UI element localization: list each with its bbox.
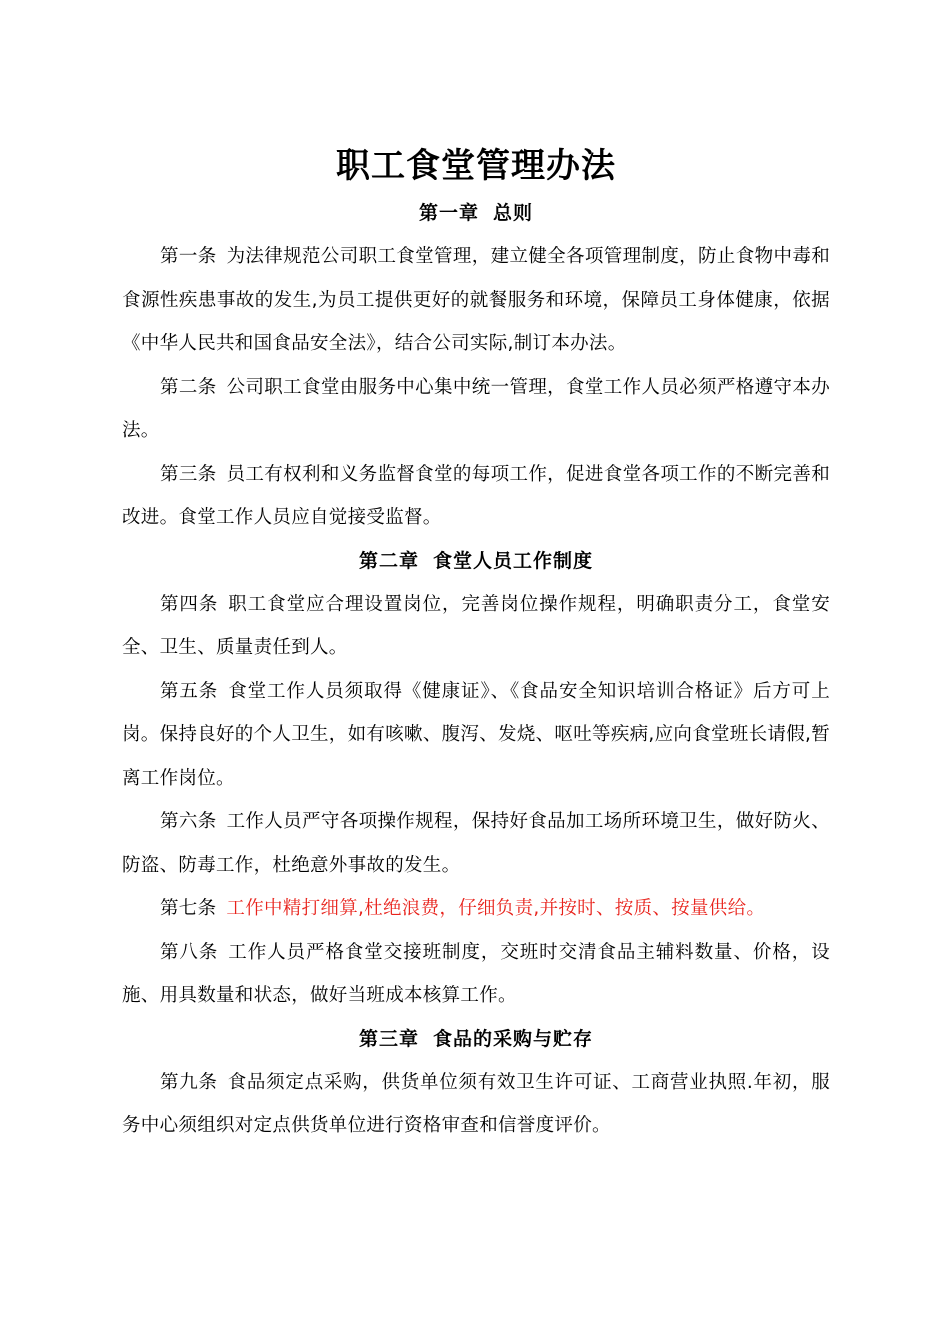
article-paragraph — [122, 887, 830, 931]
chapter-name: 食品的采购与贮存 — [433, 1027, 594, 1050]
article-text: 食品须定点采购，供货单位须有效卫生许可证、工商营业执照.年初，服务中心须组织对定点供货单位进行资格审查和信誉度评价。 — [122, 1071, 831, 1136]
article-text: 工作人员严格食堂交接班制度，交班时交清食品主辅料数量、价格，设施、用具数量和状态，做好当班成本核算工作。 — [122, 941, 830, 1006]
article-label: 第九条 — [160, 1071, 218, 1093]
article-paragraph — [122, 1061, 830, 1148]
article-paragraph — [122, 235, 830, 366]
article-paragraph — [122, 670, 830, 801]
chapter-name: 总则 — [493, 202, 534, 224]
article-text-highlighted: 工作中精打细算,杜绝浪费，仔细负责,并按时、按质、按量供给。 — [226, 898, 766, 919]
article-label: 第七条 — [160, 898, 217, 919]
article-paragraph — [122, 931, 830, 1018]
document-title: 职工食堂管理办法 — [336, 146, 616, 186]
article-text: 公司职工食堂由服务中心集中统一管理，食堂工作人员必须严格遵守本办法。 — [122, 376, 830, 441]
article-paragraph — [122, 453, 830, 540]
article-text: 职工食堂应合理设置岗位，完善岗位操作规程，明确职责分工，食堂安全、卫生、质量责任到人。 — [122, 593, 830, 658]
article-paragraph — [122, 800, 830, 887]
article-text: 为法律规范公司职工食堂管理，建立健全各项管理制度，防止食物中毒和食源性疾患事故的发生,为员工提供更好的就餐服务和环境，保障员工身体健康，依据《中华人民共和国食品安全法》，结合公司实际,制订本办法。 — [122, 246, 830, 354]
chapter-heading — [122, 540, 830, 583]
chapter-number: 第一章 — [418, 202, 479, 224]
article-label: 第四条 — [160, 593, 219, 615]
article-label: 第一条 — [160, 246, 217, 267]
article-text: 食堂工作人员须取得《健康证》、《食品安全知识培训合格证》后方可上岗。保持良好的个人卫生，如有咳嗽、腹泻、发烧、呕吐等疾病,应向食堂班长请假,暂离工作岗位。 — [122, 680, 830, 789]
chapter-number: 第三章 — [358, 1027, 419, 1050]
chapter-name: 食堂人员工作制度 — [433, 549, 594, 572]
article-text: 员工有权利和义务监督食堂的每项工作，促进食堂各项工作的不断完善和改进。食堂工作人员应自觉接受监督。 — [122, 463, 830, 528]
article-text: 工作人员严守各项操作规程，保持好食品加工场所环境卫生，做好防火、防盗、防毒工作，杜绝意外事故的发生。 — [122, 811, 830, 876]
chapter-heading — [122, 192, 830, 235]
article-paragraph — [122, 583, 830, 670]
chapter-number: 第二章 — [358, 549, 419, 572]
article-label: 第二条 — [160, 376, 217, 398]
article-label: 第五条 — [160, 680, 219, 702]
article-label: 第六条 — [160, 811, 217, 832]
document-page — [122, 140, 830, 1148]
chapter-heading — [122, 1018, 830, 1061]
article-label: 第八条 — [160, 941, 219, 963]
article-label: 第三条 — [160, 463, 217, 485]
article-paragraph — [122, 366, 830, 453]
